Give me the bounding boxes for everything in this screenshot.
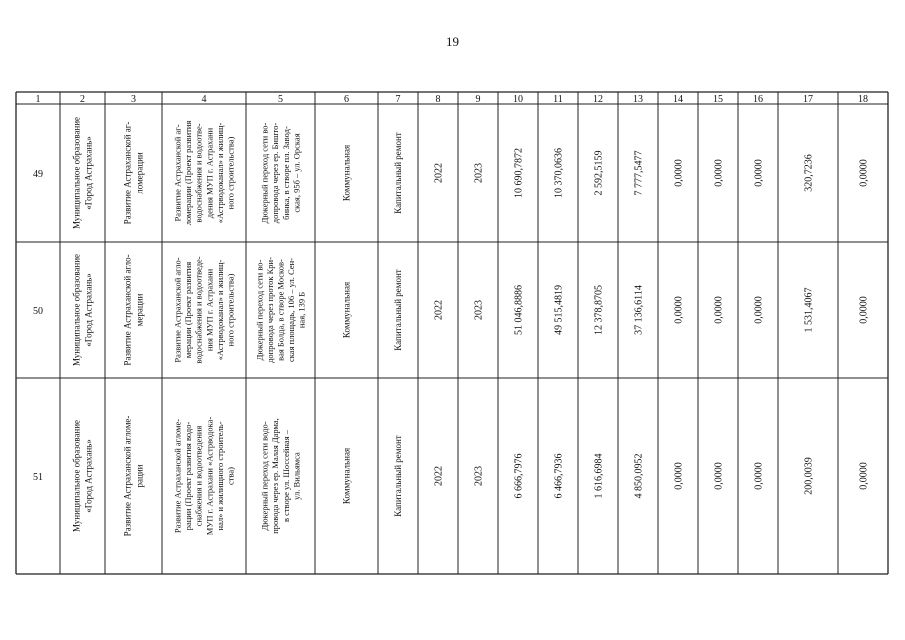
table-cell	[393, 269, 403, 351]
cell-text-line: 0,0000	[858, 159, 870, 187]
table-cell	[342, 448, 352, 504]
table-cell	[514, 148, 525, 198]
table-cell	[123, 416, 145, 537]
cell-text-line: мерации (Проект развития	[183, 261, 194, 359]
cell-text-line: ного строительства)	[225, 273, 236, 347]
cell-text-line: 4 850,0952	[633, 453, 645, 499]
cell-text-line: Развитие Астраханской агло-	[122, 254, 133, 366]
header-cell-11: 11	[553, 94, 563, 105]
cell-text-line: 0,0000	[673, 296, 685, 324]
cell-text-line: 2023	[473, 163, 485, 183]
cell-text-line: ства)	[225, 467, 236, 485]
row-number-51: 51	[33, 472, 43, 483]
cell-text-line: Коммунальная	[341, 447, 352, 505]
cell-text-line: Развитие Астраханской агломе-	[122, 415, 133, 537]
table-cell	[594, 454, 605, 499]
cell-text-line: ская, 95б – ул. Орская	[291, 133, 302, 213]
header-cell-6: 6	[344, 94, 349, 105]
table-cell	[474, 163, 485, 183]
cell-text-line: 0,0000	[858, 296, 870, 324]
table-cell	[474, 466, 485, 486]
cell-text-line: 10 370,0636	[553, 148, 565, 198]
cell-text-line: снабжения и водоотведения	[193, 425, 204, 527]
cell-text-line: Муниципальное образование	[71, 253, 82, 367]
cell-text-line: 2023	[473, 466, 485, 486]
cell-text-line: ломерации (Проект развития	[183, 120, 194, 226]
cell-text-line: «Город Астрахань»	[83, 439, 94, 513]
cell-text-line: Коммунальная	[341, 144, 352, 202]
cell-text-line: Коммунальная	[341, 281, 352, 339]
table-cell	[594, 151, 605, 196]
table-cell	[393, 132, 403, 214]
table-cell	[634, 285, 645, 335]
cell-text-line: ния МУП г. Астрахани	[204, 268, 215, 352]
table-cell	[859, 296, 870, 324]
cell-text-line: Развитие Астраханской аг-	[122, 121, 133, 225]
header-cell-18: 18	[858, 94, 868, 105]
cell-text-line: МУП г. Астрахани «Астрводока-	[204, 416, 215, 536]
cell-text-line: 1 531,4067	[803, 287, 815, 333]
cell-text-line: провода через ер. Малая Дарма,	[270, 418, 281, 534]
header-cell-3: 3	[131, 94, 136, 105]
table-cell	[554, 454, 565, 499]
cell-text-line: «Город Астрахань»	[83, 136, 94, 210]
cell-text-line: 0,0000	[753, 296, 765, 324]
table-cell	[754, 462, 765, 490]
header-cell-10: 10	[513, 94, 523, 105]
table-cell	[72, 117, 94, 229]
cell-text-line: Дюкерный переход сети во-	[254, 259, 265, 361]
cell-text-line: 51 046,8886	[513, 285, 525, 335]
row-number-49: 49	[33, 169, 43, 180]
table-cell	[554, 148, 565, 198]
cell-text-line: водоснабжения и водоотве-	[193, 123, 204, 223]
table-cell	[393, 435, 403, 517]
table-cell	[260, 418, 302, 534]
cell-text-line: 7 777,5477	[633, 150, 645, 196]
table-cell	[674, 462, 685, 490]
table-cell	[434, 466, 445, 486]
table-cell	[172, 121, 235, 226]
cell-text-line: «Город Астрахань»	[83, 273, 94, 347]
cell-text-line: нал» и жилищного строитель-	[214, 421, 225, 531]
cell-text-line: дения МУП г. Астрахани	[204, 127, 215, 219]
cell-text-line: бинка, в створе пл. Завод-	[280, 126, 291, 220]
table-cell	[594, 285, 605, 335]
cell-text-line: 2 592,5159	[593, 150, 605, 196]
cell-text-line: ская площадь, 106 – ул. Сен-	[286, 258, 297, 362]
table-cell	[434, 300, 445, 320]
table-cell	[804, 288, 815, 333]
page-number: 19	[446, 34, 459, 49]
header-cell-14: 14	[673, 94, 683, 105]
table-cell	[859, 159, 870, 187]
cell-text-line: водоснабжения и водоотведе-	[193, 256, 204, 364]
table-cell	[554, 285, 565, 335]
cell-text-line: рации (Проект развития водо-	[183, 421, 194, 531]
header-cell-2: 2	[80, 94, 85, 105]
header-cell-8: 8	[435, 94, 441, 105]
cell-text-line: Дюкерный переход сети во-	[259, 122, 270, 224]
cell-text-line: Муниципальное образование	[71, 116, 82, 230]
header-cell-17: 17	[803, 94, 813, 105]
table-cell	[754, 159, 765, 187]
header-cell-9: 9	[475, 94, 481, 105]
cell-text-line: рации	[134, 464, 145, 488]
table-body	[33, 117, 870, 536]
header-cell-16: 16	[753, 94, 763, 105]
cell-text-line: 1 616,6984	[593, 453, 605, 499]
cell-text-line: ул. Вильямса	[291, 452, 302, 500]
table-cell	[72, 420, 94, 532]
header-cell-12: 12	[593, 94, 603, 105]
cell-text-line: допровода через проток Кри-	[264, 257, 275, 363]
cell-text-line: 0,0000	[753, 159, 765, 187]
cell-text-line: вая Болда, в створе Москов-	[275, 259, 286, 361]
table-cell	[714, 296, 725, 324]
table-cell	[254, 257, 306, 363]
cell-text-line: 2022	[433, 300, 445, 320]
table-cell	[342, 145, 352, 201]
table-cell	[474, 300, 485, 320]
cell-text-line: 320,7236	[803, 154, 815, 192]
table-cell	[634, 454, 645, 499]
cell-text-line: 200,0039	[803, 457, 815, 495]
cell-text-line: 12 378,8705	[593, 285, 605, 335]
cell-text-line: 6 666,7976	[513, 453, 525, 499]
cell-text-line: ломерации	[134, 152, 145, 194]
cell-text-line: 0,0000	[713, 462, 725, 490]
table-cell	[123, 122, 145, 225]
table-cell	[804, 154, 815, 192]
cell-text-line: Дюкерный переход сети водо-	[259, 421, 270, 531]
table-cell	[172, 417, 235, 536]
cell-text-line: Капитальный ремонт	[393, 435, 404, 517]
cell-text-line: «Астрводоканал» и жилищ-	[214, 122, 225, 224]
cell-text-line: 2022	[433, 163, 445, 183]
row-number-50: 50	[33, 306, 43, 317]
cell-text-line: Капитальный ремонт	[393, 132, 404, 214]
table-header-row	[36, 94, 869, 105]
cell-text-line: 0,0000	[713, 159, 725, 187]
cell-text-line: ная, 139 Б	[296, 291, 307, 329]
table-cell	[172, 256, 235, 363]
cell-text-line: «Астрводоканал» и жилищ-	[214, 259, 225, 361]
cell-text-line: Капитальный ремонт	[393, 269, 404, 351]
cell-text-line: Развитие Астраханской агло-	[172, 257, 183, 363]
header-cell-15: 15	[713, 94, 723, 105]
cell-text-line: допровода через ер. Бишто-	[270, 122, 281, 224]
cell-text-line: Развитие Астраханской аг-	[172, 124, 183, 222]
cell-text-line: 0,0000	[713, 296, 725, 324]
table-cell	[634, 151, 645, 196]
cell-text-line: 2023	[473, 300, 485, 320]
cell-text-line: 49 515,4819	[553, 285, 565, 335]
header-cell-13: 13	[633, 94, 643, 105]
cell-text-line: 10 690,7872	[513, 148, 525, 198]
cell-text-line: 0,0000	[753, 462, 765, 490]
cell-text-line: 0,0000	[673, 159, 685, 187]
cell-text-line: 2022	[433, 466, 445, 486]
table-cell	[514, 285, 525, 335]
table-cell	[859, 462, 870, 490]
table-cell	[714, 462, 725, 490]
header-cell-7: 7	[395, 94, 401, 105]
table-cell	[674, 296, 685, 324]
cell-text-line: Муниципальное образование	[71, 419, 82, 533]
table-cell	[674, 159, 685, 187]
cell-text-line: 37 136,6114	[633, 285, 645, 335]
header-cell-1: 1	[35, 94, 41, 105]
table-cell	[714, 159, 725, 187]
table-cell	[123, 254, 145, 365]
table-cell	[754, 296, 765, 324]
table-cell	[342, 282, 352, 338]
header-cell-4: 4	[201, 94, 207, 105]
cell-text-line: 0,0000	[858, 462, 870, 490]
table-cell	[72, 254, 94, 366]
cell-text-line: Развитие Астраханской агломе-	[172, 418, 183, 534]
table-cell	[434, 163, 445, 183]
cell-text-line: в створе ул. Шоссейная –	[280, 430, 291, 522]
cell-text-line: 0,0000	[673, 462, 685, 490]
cell-text-line: мерации	[134, 293, 145, 327]
header-cell-5: 5	[278, 94, 283, 105]
cell-text-line: ного строительства)	[225, 136, 236, 210]
cell-text-line: 6 466,7936	[553, 453, 565, 499]
table-cell	[804, 457, 815, 495]
table-cell	[514, 454, 525, 499]
table-cell	[260, 122, 302, 223]
